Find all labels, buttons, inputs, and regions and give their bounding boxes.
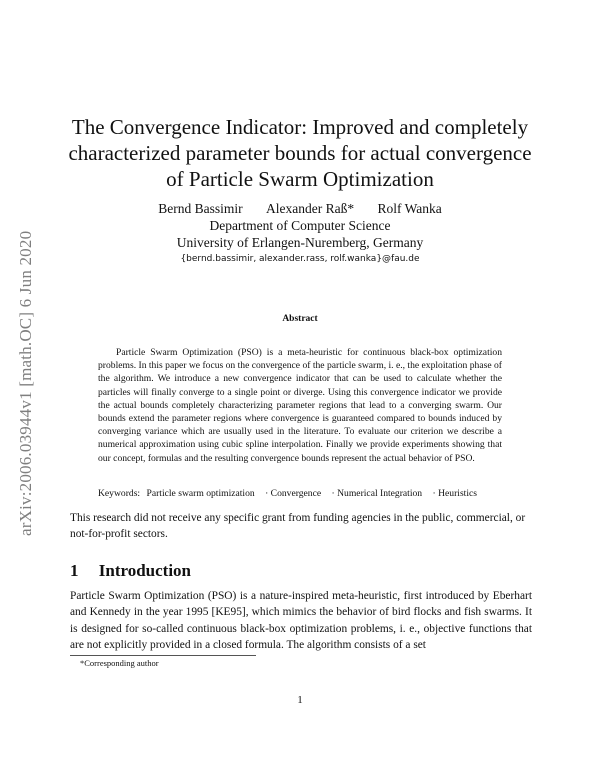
section-heading	[70, 561, 191, 581]
arxiv-id: arXiv:2006.03944v1 [math.OC] 6 Jun 2020	[16, 230, 35, 536]
author-name: Rolf Wanka	[377, 201, 442, 216]
section-title: Introduction	[98, 561, 192, 580]
funding-statement: This research did not receive any specific grant from funding agencies in the public, commercial, or not-for-profit sectors.	[70, 512, 526, 541]
keyword: · Convergence	[265, 488, 322, 499]
paper-title: The Convergence Indicator: Improved and completely characterized parameter bounds for actual convergence of Particle Swarm Optimization	[68, 115, 532, 191]
author-name: Bernd Bassimir	[158, 201, 243, 216]
keyword: · Numerical Integration	[331, 488, 423, 499]
university: University of Erlangen-Nuremberg, Germany	[176, 235, 424, 250]
footnote: *Corresponding author	[80, 658, 159, 668]
author-block	[60, 200, 540, 267]
section-number: 1	[70, 561, 79, 580]
department: Department of Computer Science	[209, 218, 391, 233]
author-names	[60, 200, 540, 217]
abstract-text: Particle Swarm Optimization (PSO) is a meta-heuristic for continuous black-box optimization problems. In this paper we focus on the convergence of the particle swarm, i. e., the exploitation phase of the algorithm. We introduce a new convergence indicator that can be used to calculate whether the particles will finally converge to a single point or diverge. Using this convergence indicator we provide the actual bounds completely characterizing parameter regions that lead to a converging swarm. Our bounds extend the parameter regions where convergence is guaranteed compared to bounds induced by converging variance which are usually used in the literature. To evaluate our criterion we describe a numerical approximation using cubic spline interpolation. Finally we provide experiments showing that our concept, formulas and the resulting convergence bounds represent the actual behavior of PSO.	[98, 347, 502, 464]
arxiv-identifier-stamp	[16, 186, 36, 536]
footnote-divider	[70, 655, 256, 656]
keyword: · Heuristics	[432, 488, 478, 499]
keyword: Particle swarm optimization	[146, 488, 255, 499]
author-name: Alexander Raß*	[266, 201, 355, 216]
keywords-label: Keywords:	[98, 488, 141, 499]
author-emails: {bernd.bassimir, alexander.rass, rolf.wanka}@fau.de	[180, 254, 420, 264]
keywords-line	[98, 487, 518, 500]
page-number: 1	[297, 694, 303, 706]
introduction-text: Particle Swarm Optimization (PSO) is a nature-inspired meta-heuristic, first introduced by Eberhart and Kennedy in the year 1995 [KE95], which mimics the behavior of bird flocks and fish swarms. It is designed for so-called continuous black-box optimization problems, i. e., objective functions that are not explicitly provided in a closed formula. The algorithm consists of a set	[70, 590, 532, 652]
abstract-heading: Abstract	[282, 314, 318, 324]
